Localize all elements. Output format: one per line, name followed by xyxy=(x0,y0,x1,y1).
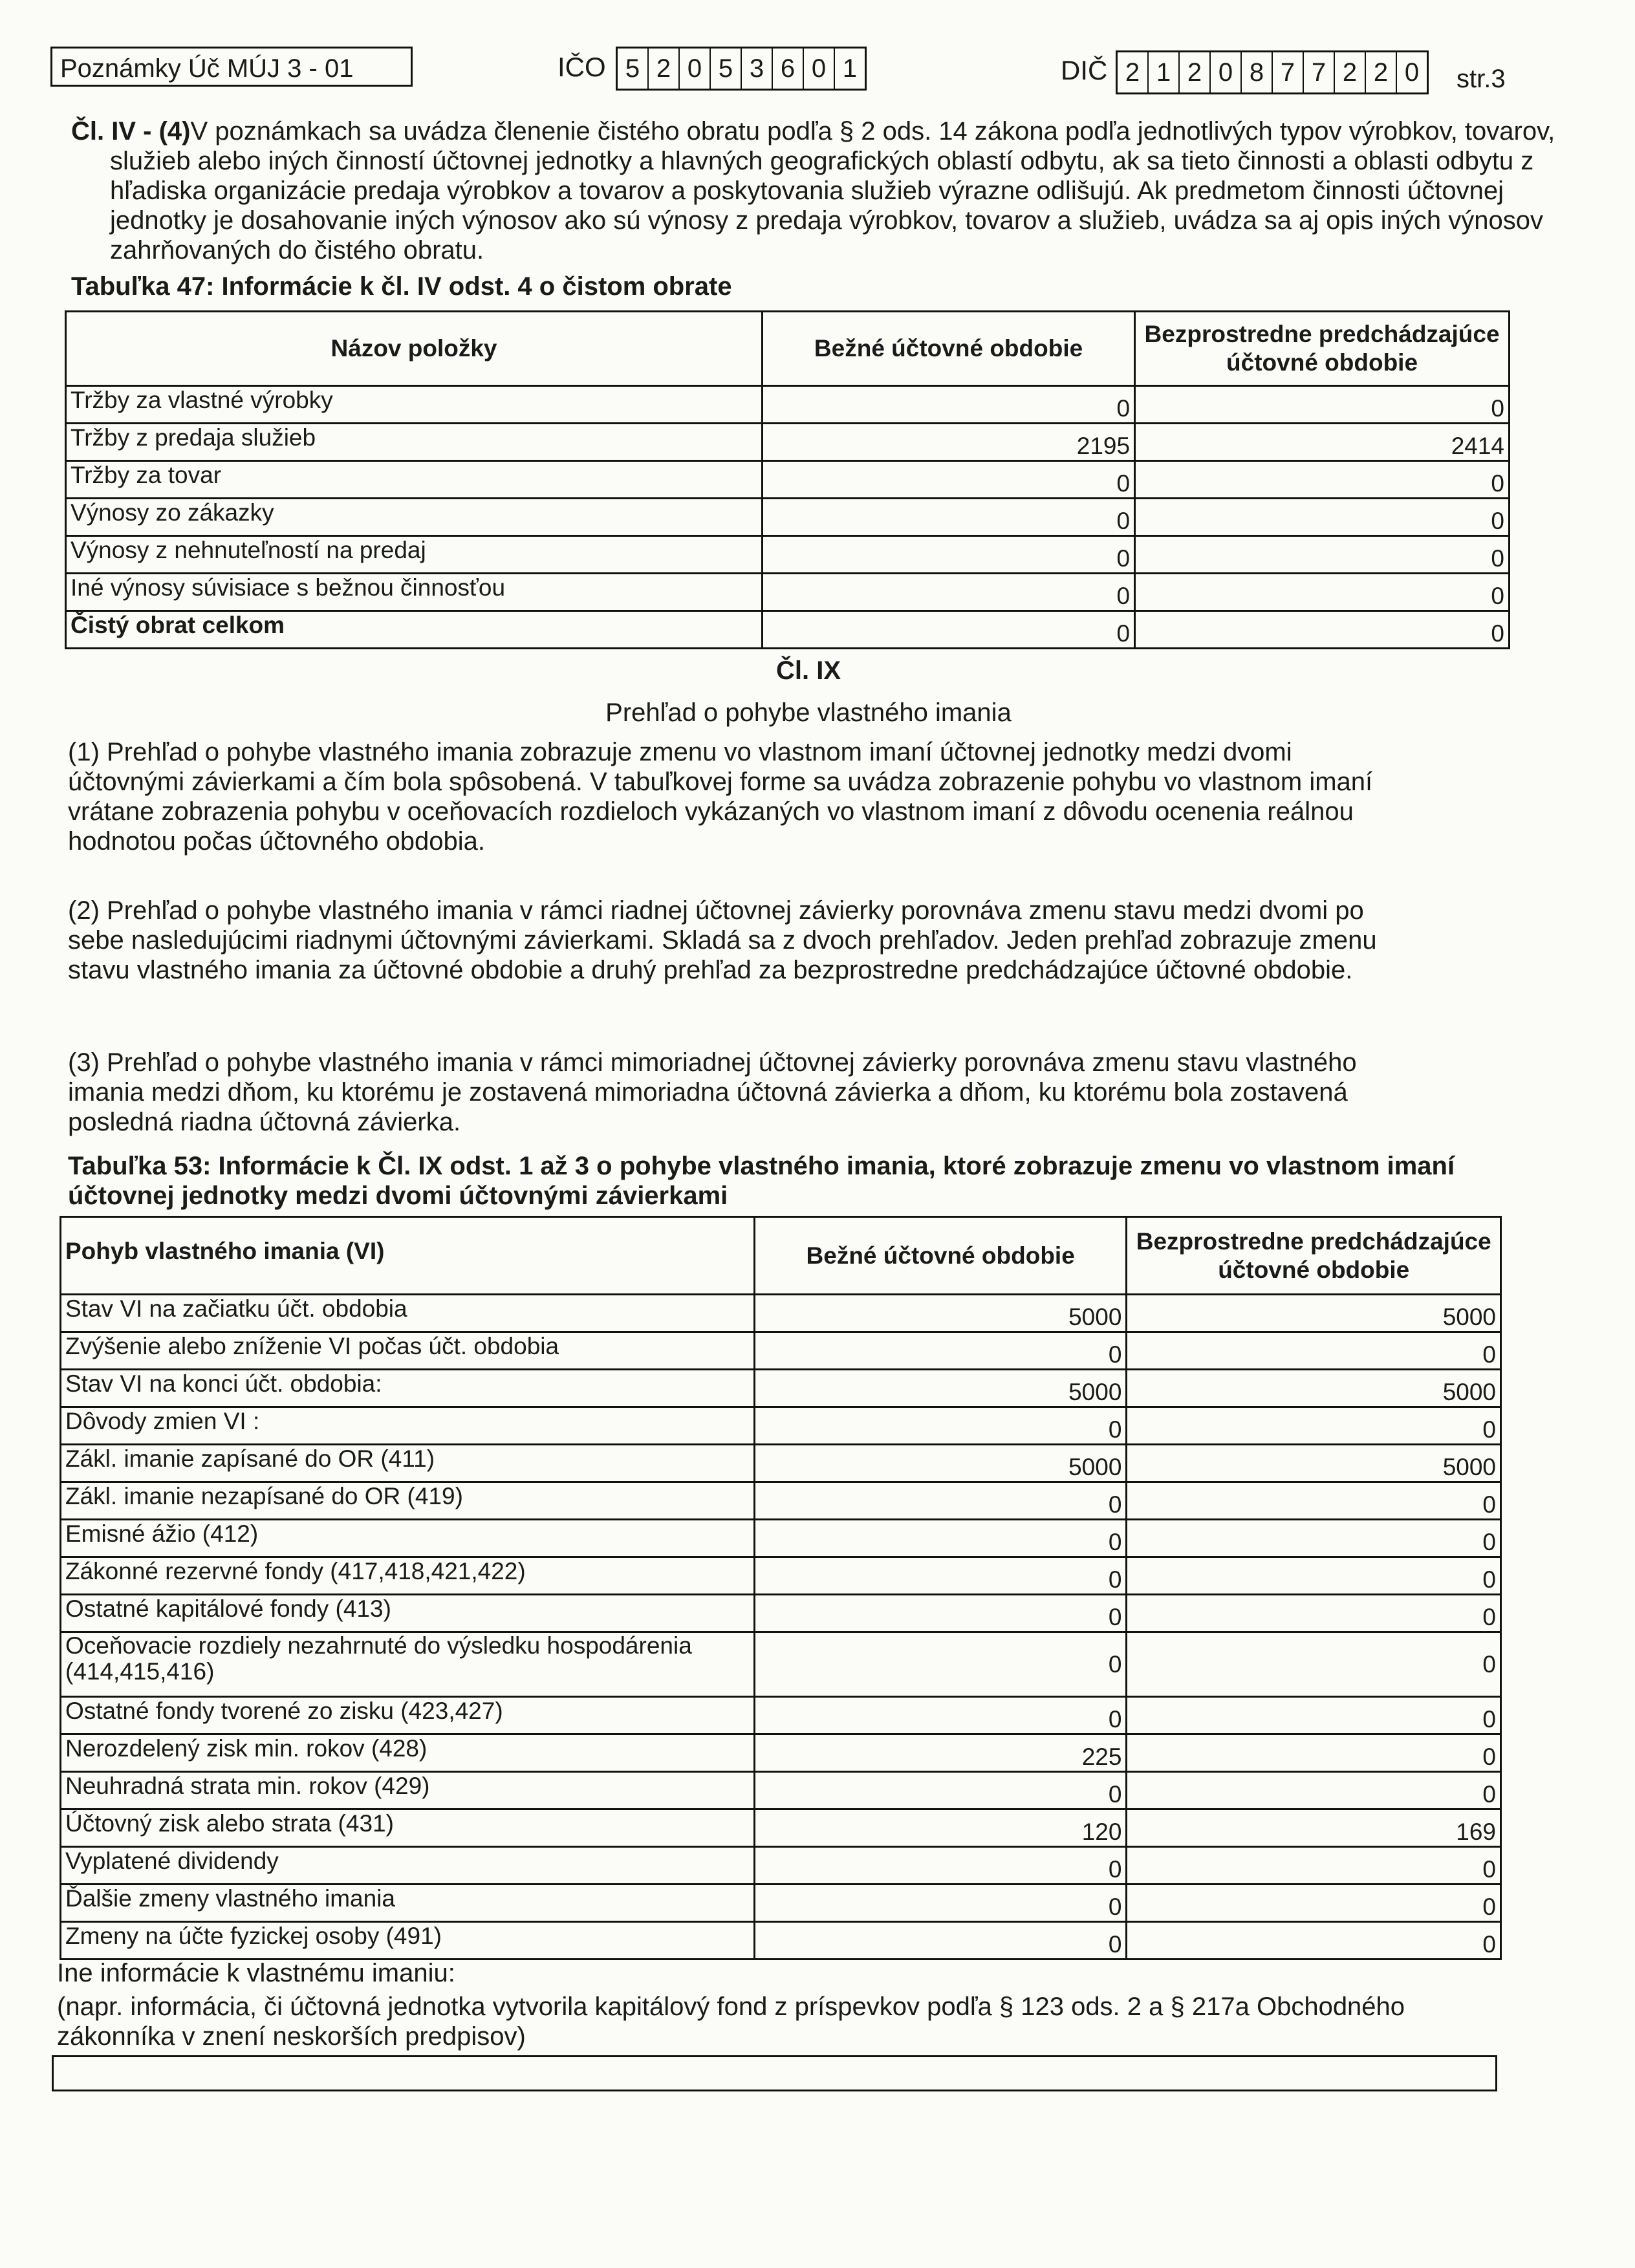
ico-digit: 0 xyxy=(680,49,711,89)
dic-digit: 2 xyxy=(1335,52,1366,92)
row-previous: 5000 xyxy=(1127,1295,1501,1332)
row-current: 0 xyxy=(754,1847,1127,1885)
table-row xyxy=(61,1595,1501,1632)
dic-digit: 0 xyxy=(1211,52,1242,92)
row-label: Dôvody zmien VI : xyxy=(61,1407,755,1445)
row-label: Nerozdelený zisk min. rokov (428) xyxy=(61,1734,755,1772)
row-label: Stav VI na konci účt. obdobia: xyxy=(61,1370,755,1407)
table-row xyxy=(61,1407,1501,1445)
table-row xyxy=(61,1734,1501,1772)
ico-label: IČO xyxy=(558,52,606,82)
row-previous: 0 xyxy=(1127,1332,1501,1370)
row-label: Vyplatené dividendy xyxy=(61,1847,755,1885)
row-current: 0 xyxy=(754,1557,1127,1595)
table-row xyxy=(61,1370,1501,1407)
table-row xyxy=(61,1772,1501,1809)
row-previous: 5000 xyxy=(1127,1370,1501,1407)
table47-header-previous: Bezprostredne predchádzajúce účtovné obdobie xyxy=(1135,312,1510,386)
row-label: Výnosy zo zákazky xyxy=(66,499,763,536)
row-current: 2195 xyxy=(763,424,1135,461)
table-row xyxy=(61,1295,1501,1332)
row-current: 0 xyxy=(754,1697,1127,1734)
row-label: Zákl. imanie zapísané do OR (411) xyxy=(61,1445,755,1482)
table-row xyxy=(61,1332,1501,1370)
dic-digit: 7 xyxy=(1273,52,1304,92)
row-current: 120 xyxy=(754,1809,1127,1847)
table-row xyxy=(66,574,1510,611)
intro-text: V poznámkach sa uvádza členenie čistého obratu podľa § 2 ods. 14 zákona podľa jednotlivých typov výrobkov, tovarov, služieb alebo iných činností účtovnej jednotky a hlavných geografických oblastí odbytu, ak sa tieto činnosti a oblasti odbytu z hľadiska organizácie predaja výrobkov a tovarov a poskytovania služieb výrazne odlišujú. Ak predmetom činnosti účtovnej jednotky je dosahovanie iných výnosov ako sú výnosy z predaja výrobkov, tovarov a služieb, uvádza sa aj opis iných výnosov zahrňovaných do čistého obratu. xyxy=(110,117,1555,265)
row-current: 5000 xyxy=(754,1370,1127,1407)
section-subheading: Prehľad o pohybe vlastného imania xyxy=(605,698,1012,727)
row-previous: 0 xyxy=(1127,1520,1501,1557)
dic-digit: 7 xyxy=(1304,52,1335,92)
table53-header-current: Bežné účtovné obdobie xyxy=(754,1217,1127,1295)
row-previous: 0 xyxy=(1135,499,1510,536)
table47 xyxy=(65,310,1510,649)
other-info-field[interactable] xyxy=(52,2055,1497,2091)
row-label: Ostatné fondy tvorené zo zisku (423,427) xyxy=(61,1697,755,1734)
row-label: Čistý obrat celkom xyxy=(66,611,763,649)
row-label: Tržby za tovar xyxy=(66,461,763,499)
row-previous: 0 xyxy=(1127,1885,1501,1922)
row-previous: 2414 xyxy=(1135,424,1510,461)
row-label: Zákonné rezervné fondy (417,418,421,422) xyxy=(61,1557,755,1595)
table-row xyxy=(66,499,1510,536)
row-current: 225 xyxy=(754,1734,1127,1772)
row-label: Výnosy z nehnuteľností na predaj xyxy=(66,536,763,574)
row-current: 0 xyxy=(763,386,1135,424)
dic-digit: 1 xyxy=(1149,52,1180,92)
ico-digit: 1 xyxy=(842,54,858,83)
form-label: Poznámky Úč MÚJ 3 - 01 xyxy=(50,47,413,87)
row-current: 0 xyxy=(763,461,1135,499)
row-label: Iné výnosy súvisiace s bežnou činnosťou xyxy=(66,574,763,611)
table47-title: Tabuľka 47: Informácie k čl. IV odst. 4 o čistom obrate xyxy=(71,272,732,301)
ico-digit: 0 xyxy=(804,49,835,89)
ico-digit: 3 xyxy=(742,49,773,89)
table-row xyxy=(61,1632,1501,1697)
table47-header-name: Názov položky xyxy=(66,312,763,386)
row-current: 5000 xyxy=(754,1295,1127,1332)
row-previous: 0 xyxy=(1127,1407,1501,1445)
table-row xyxy=(61,1557,1501,1595)
table-row xyxy=(61,1809,1501,1847)
row-previous: 5000 xyxy=(1127,1445,1501,1482)
row-current: 0 xyxy=(754,1520,1127,1557)
row-current: 0 xyxy=(754,1332,1127,1370)
dic-label: DIČ xyxy=(1061,55,1108,85)
row-current: 0 xyxy=(754,1772,1127,1809)
table-row xyxy=(66,386,1510,424)
row-previous: 0 xyxy=(1135,536,1510,574)
row-previous: 0 xyxy=(1127,1922,1501,1960)
paragraph-3: (3) Prehľad o pohybe vlastného imania v rámci mimoriadnej účtovnej závierky porovnáva zmenu stavu vlastného imania medzi dňom, ku ktorému je zostavená mimoriadna účtovná závierka a dňom, ku ktorému bola zostavená posledná riadna účtovná závierka. xyxy=(68,1048,1357,1136)
table-row xyxy=(61,1922,1501,1960)
row-label: Ostatné kapitálové fondy (413) xyxy=(61,1595,755,1632)
row-label: Neuhradná strata min. rokov (429) xyxy=(61,1772,755,1809)
row-previous: 0 xyxy=(1135,574,1510,611)
row-previous: 0 xyxy=(1135,611,1510,649)
dic-digit: 8 xyxy=(1242,52,1273,92)
dic-digit: 2 xyxy=(1366,52,1397,92)
row-current: 0 xyxy=(763,611,1135,649)
table-row-total xyxy=(66,611,1510,649)
table53-title: Tabuľka 53: Informácie k Čl. IX odst. 1 až 3 o pohybe vlastného imania, ktoré zobrazuje zmenu vo vlastnom imaní účtovnej jednotky medzi dvomi účtovnými závierkami xyxy=(68,1152,1455,1210)
table-row xyxy=(61,1885,1501,1922)
ico-digit: 2 xyxy=(649,49,680,89)
row-current: 0 xyxy=(763,499,1135,536)
row-previous: 0 xyxy=(1135,386,1510,424)
dic-digit: 2 xyxy=(1180,52,1211,92)
row-label: Ďalšie zmeny vlastného imania xyxy=(61,1885,755,1922)
row-current: 0 xyxy=(754,1482,1127,1520)
table-row xyxy=(66,536,1510,574)
table-row xyxy=(66,461,1510,499)
table-row xyxy=(61,1520,1501,1557)
dic-digit: 2 xyxy=(1118,52,1149,92)
other-info-label: Ine informácie k vlastnému imaniu: xyxy=(57,1959,455,1987)
row-current: 0 xyxy=(754,1632,1127,1697)
row-label: Oceňovacie rozdiely nezahrnuté do výsledku hospodárenia (414,415,416) xyxy=(61,1632,755,1697)
row-previous: 0 xyxy=(1127,1772,1501,1809)
row-label: Stav VI na začiatku účt. obdobia xyxy=(61,1295,755,1332)
row-label: Emisné ážio (412) xyxy=(61,1520,755,1557)
intro-paragraph xyxy=(71,116,1559,265)
row-label: Tržby z predaja služieb xyxy=(66,424,763,461)
table-row xyxy=(61,1482,1501,1520)
table-row xyxy=(66,424,1510,461)
row-previous: 0 xyxy=(1127,1595,1501,1632)
row-label: Tržby za vlastné výrobky xyxy=(66,386,763,424)
row-previous: 169 xyxy=(1127,1809,1501,1847)
section-heading: Čl. IX xyxy=(775,656,841,685)
row-previous: 0 xyxy=(1127,1632,1501,1697)
ico-digit: 6 xyxy=(773,49,804,89)
row-label: Účtovný zisk alebo strata (431) xyxy=(61,1809,755,1847)
row-previous: 0 xyxy=(1127,1734,1501,1772)
row-current: 0 xyxy=(754,1922,1127,1960)
row-current: 0 xyxy=(763,574,1135,611)
row-current: 0 xyxy=(754,1885,1127,1922)
dic-digits xyxy=(1116,50,1429,94)
table53 xyxy=(60,1216,1502,1960)
table53-header-name: Pohyb vlastného imania (VI) xyxy=(61,1217,755,1295)
row-current: 0 xyxy=(754,1407,1127,1445)
row-label: Zvýšenie alebo zníženie VI počas účt. obdobia xyxy=(61,1332,755,1370)
row-previous: 0 xyxy=(1127,1557,1501,1595)
table-row xyxy=(61,1697,1501,1734)
row-previous: 0 xyxy=(1127,1847,1501,1885)
table-row xyxy=(61,1847,1501,1885)
paragraph-1: (1) Prehľad o pohybe vlastného imania zobrazuje zmenu vo vlastnom imaní účtovnej jednotky medzi dvomi účtovnými závierkami a čím bola spôsobená. V tabuľkovej forme sa uvádza zobrazenie pohybu vo vlastnom imaní vrátane zobrazenia pohybu v oceňovacích rozdieloch vykázaných vo vlastnom imaní z dôvodu ocenenia reálnou hodnotou počas účtovného obdobia. xyxy=(68,738,1373,856)
row-previous: 0 xyxy=(1135,461,1510,499)
ico-digit: 5 xyxy=(618,49,649,89)
page-number: str.3 xyxy=(1456,65,1506,93)
ico-digit: 5 xyxy=(711,49,742,89)
intro-lead: Čl. IV - (4) xyxy=(71,117,191,146)
row-current: 0 xyxy=(754,1595,1127,1632)
table53-header-previous: Bezprostredne predchádzajúce účtovné obdobie xyxy=(1127,1217,1501,1295)
table47-header-current: Bežné účtovné obdobie xyxy=(763,312,1135,386)
row-label: Zmeny na účte fyzickej osoby (491) xyxy=(61,1922,755,1960)
row-current: 5000 xyxy=(754,1445,1127,1482)
row-current: 0 xyxy=(763,536,1135,574)
row-label: Zákl. imanie nezapísané do OR (419) xyxy=(61,1482,755,1520)
dic-digit: 0 xyxy=(1404,58,1420,87)
row-previous: 0 xyxy=(1127,1482,1501,1520)
table-row xyxy=(61,1445,1501,1482)
ico-digits xyxy=(616,47,867,91)
other-info-hint: (napr. informácia, či účtovná jednotka vytvorila kapitálový fond z príspevkov podľa § 123 ods. 2 a § 217a Obchodného zákonníka v znení neskorších predpisov) xyxy=(57,1993,1405,2051)
paragraph-2: (2) Prehľad o pohybe vlastného imania v rámci riadnej účtovnej závierky porovnáva zmenu stavu medzi dvomi po sebe nasledujúcimi riadnymi účtovnými závierkami. Skladá sa z dvoch prehľadov. Jeden prehľad zobrazuje zmenu stavu vlastného imania za účtovné obdobie a druhý prehľad za bezprostredne predchádzajúce účtovné obdobie. xyxy=(68,896,1377,984)
row-previous: 0 xyxy=(1127,1697,1501,1734)
